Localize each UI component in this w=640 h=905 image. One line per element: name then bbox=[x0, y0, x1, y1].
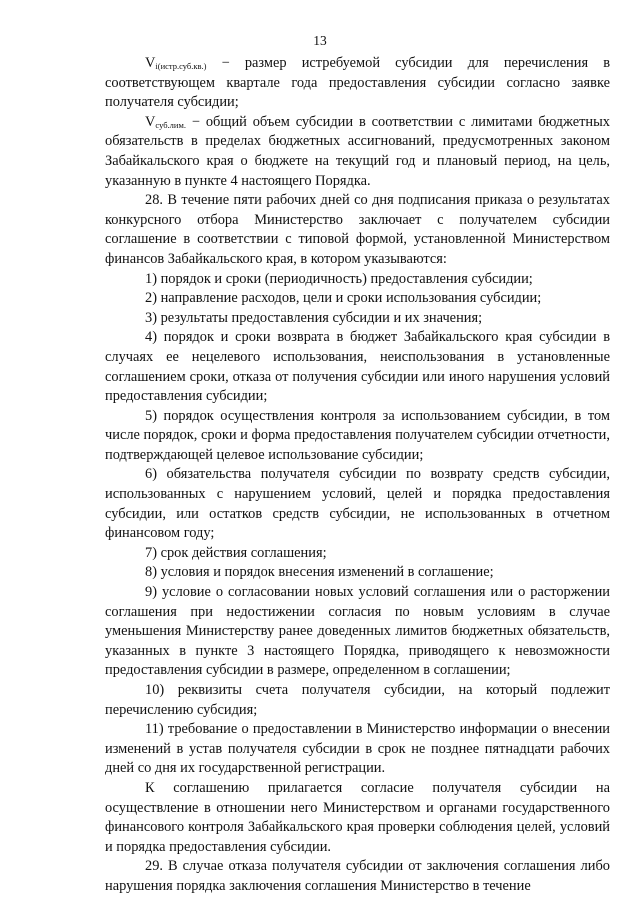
formula-variable bbox=[145, 55, 206, 71]
document-body bbox=[105, 54, 610, 897]
clause-29-paragraph: 29. В случае отказа получателя субсидии от заключения соглашения либо нарушения порядка заключения соглашения Министерство в течение bbox=[105, 858, 610, 894]
list-item-7: 7) срок действия соглашения; bbox=[145, 544, 327, 561]
list-item-9: 9) условие о согласовании новых условий соглашения или о расторжении соглашения при недостижении согласия по новым условиям в случае уменьшения Министерству ранее доведенных лимитов бюджетных обязательств, указанных в пункте 3 настоящего Порядка, приводящего к невозможности предоставления субсидии в размере, определенном в соглашении; bbox=[105, 584, 610, 679]
variable-symbol: V bbox=[145, 113, 156, 130]
list-item-6: 6) обязательства получателя субсидии по возврату средств субсидии, использованных с нарушением условий, целей и порядка предоставления субсидии, или остатков средств субсидии, не использованных в отчетном финансовом году; bbox=[105, 466, 610, 542]
page-number: 13 bbox=[313, 33, 327, 48]
variable-symbol: V bbox=[145, 55, 156, 71]
definition-text: − размер истребуемой субсидии для перечисления в соответствующем квартале года предоставления субсидии согласно заявке получателя субсидии; bbox=[105, 55, 610, 111]
list-item-5: 5) порядок осуществления контроля за использованием субсидии, в том числе порядок, сроки и форма предоставления получателем субсидии отчетности, подтверждающей целевое использование субсидии; bbox=[105, 407, 610, 463]
list-item-3: 3) результаты предоставления субсидии и их значения; bbox=[145, 309, 483, 326]
list-item-10: 10) реквизиты счета получателя субсидии, на который подлежит перечислению субсидия; bbox=[105, 682, 610, 718]
list-item-8: 8) условия и порядок внесения изменений в соглашение; bbox=[145, 564, 494, 581]
list-item-1: 1) порядок и сроки (периодичность) предоставления субсидии; bbox=[145, 270, 533, 287]
definition-paragraph-2 bbox=[105, 113, 610, 191]
formula-variable bbox=[145, 114, 186, 130]
variable-subscript: суб.лим. bbox=[155, 119, 186, 130]
definition-text: − общий объем субсидии в соответствии с лимитами бюджетных обязательств в пределах бюджетных ассигнований, предусмотренных законом Забайкальского края о бюджете на текущий год и плановый период, на цель, указанную в пункте 4 настоящего Порядка. bbox=[105, 113, 610, 189]
definition-paragraph-1 bbox=[105, 54, 610, 113]
list-item-2: 2) направление расходов, цели и сроки использования субсидии; bbox=[145, 290, 542, 307]
variable-subscript: i(истр.суб.кв.) bbox=[155, 61, 207, 71]
list-item-4: 4) порядок и сроки возврата в бюджет Забайкальского края субсидии в случаях ее нецелевого использования, неиспользования в установленные соглашением сроки, отказа от получения субсидии или иного нарушения условий предоставления субсидии; bbox=[105, 329, 610, 405]
attachment-consent-paragraph: К соглашению прилагается согласие получателя субсидии на осуществление в отношении него Министерством и органами государственного финансового контроля Забайкальского края проверки соблюдения целей, условий и порядка предоставления субсидии. bbox=[105, 779, 610, 855]
clause-28-paragraph: 28. В течение пяти рабочих дней со дня подписания приказа о результатах конкурсного отбора Министерство заключает с получателем субсидии соглашение в соответствии с типовой формой, установленной Министерством финансов Забайкальского края, в котором указываются: bbox=[105, 192, 610, 267]
list-item-11: 11) требование о предоставлении в Министерство информации о внесении изменений в устав получателя субсидии в срок не позднее пятнадцати рабочих дней со дня их государственной регистрации. bbox=[105, 721, 610, 777]
